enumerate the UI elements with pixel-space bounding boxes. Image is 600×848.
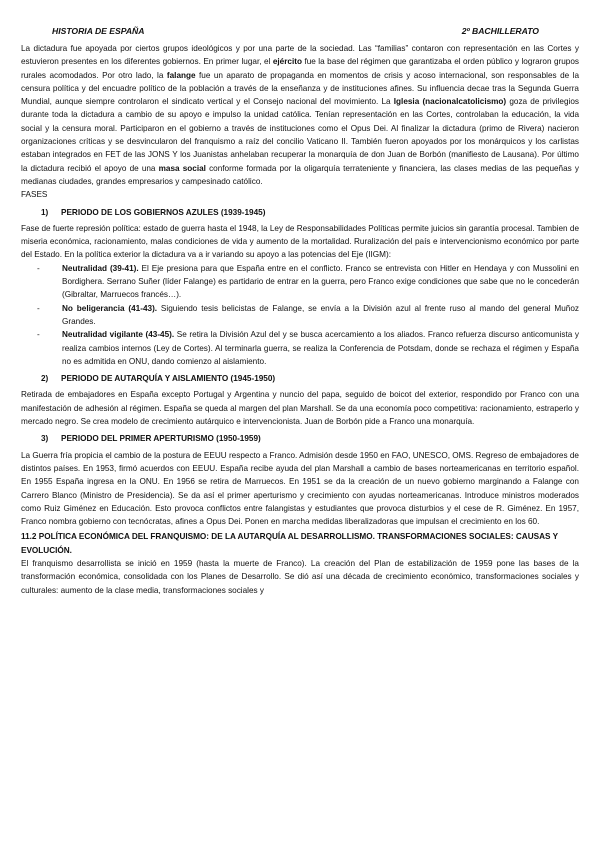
intro-paragraph: La dictadura fue apoyada por ciertos grupos ideológicos y por una parte de la sociedad. Las “familias” contaron con representación en las Cortes y estuvieron presentes en los diferentes gobiernos. En primer lugar, el ejército fue la base del régimen que garantizaba el orden público y lograron grupos rurales acomodados. Por otro lado, la falange fue un aparato de propaganda en momentos de crisis y acoso internacional, son responsables de la censura política y del encuadre político de la población a través de la enseñanza y de instituciones afines. Su influencia decae tras la Segunda Guerra Mundial, aunque siempre controlaron el sindicato vertical y el Consejo nacional del movimiento. La Iglesia (nacionalcatolicismo) goza de privilegios durante toda la dictadura a cambio de su apoyo e impulso la unidad católica. Tenían representación en las Cortes, controlaban la educación, la vida social y la censura moral. Participaron en el gobierno a través de instituciones como el Opus Dei. Al finalizar la dictadura (primo de Rivera) nacieron organizaciones críticas y se desvincularon del franquismo a raíz del concilio Vaticano II. También fueron apoyados por los monárquicos y los carlistas estaban integrados en FET de las JONS Y los Juanistas anhelaban recuperar la monarquía de don Juan de Borbón (manifiesto de Lausana). Por último la dictadura recibió el apoyo de una masa social conforme formada por la oligarquía terrateniente y financiera, las clases medias de las pequeñas y medianas ciudades, grandes empresarios y campesinado católico.: [21, 44, 580, 186]
header-subject: HISTORIA DE ESPAÑA: [52, 26, 145, 36]
section-2-heading: 2) PERIODO DE AUTARQUÍA Y AISLAMIENTO (1945-1950): [41, 374, 276, 384]
section-3-heading: 3) PERIODO DEL PRIMER APERTURISMO (1950-1959): [41, 434, 261, 444]
section-11-2-heading: 11.2 POLÍTICA ECONÓMICA DEL FRANQUISMO: DE LA AUTARQUÍA AL DESARROLLISMO. TRANSFORMACIONES SOCIALES: CAUSAS Y EVOLUCIÓN.: [21, 532, 558, 555]
header-course: 2º BACHILLERATO: [461, 26, 539, 36]
foreign-policy-list: [21, 262, 579, 368]
section-11-2-paragraph: El franquismo desarrollista se inició en 1959 (hasta la muerte de Franco). La creación del Plan de estabilización de 1959 pone las bases de la transformación económica, consolidada con los Planes de Desarrollo. Se dió así una década de crecimiento económico, transformaciones sociales y culturales: aumento de la clase media, transformaciones sociales y: [21, 558, 579, 595]
fases-label: FASES: [21, 190, 48, 200]
section-1-paragraph: Fase de fuerte represión política: estado de guerra hasta el 1948, la Ley de Responsabilidades Políticas permite juicios sin garantía procesal. Tambien de miseria económica, racionamiento, malas condiciones de vida y aumento de la mortalidad. Ruralización del país e intervencionismo económico por parte del Estado. En la política exterior la dictadura va a ir variando su apoyo a las potencias del Eje (IIGM):: [21, 223, 579, 260]
section-2-paragraph: Retirada de embajadores en España excepto Portugal y Argentina y nuncio del papa, seguido de boicot del exterior, respondido por Franco con una manifestación de adhesión al régimen. España se queda al margen del plan Marshall. Se da una economía poco competitiva: racionamiento, estraperlo y mercado negro. Se crea modelo de crecimiento autárquico e intervencionista. Juan de Borbón pide a Franco una monarquía.: [21, 390, 579, 427]
section-1-heading: 1) PERIODO DE LOS GOBIERNOS AZULES (1939-1945): [41, 207, 266, 217]
section-3-paragraph: La Guerra fría propicia el cambio de la postura de EEUU respecto a Franco. Admisión desde 1950 en FAO, UNESCO, OMS. Regreso de embajadores de distintos países. En 1953, firmó acuerdos con EEUU. España recibe ayuda del plan Marshall a cambio de bases norteamericanas en territorio español. En 1955 España ingresa en la ONU. En 1956 se retira de Marruecos. En 1951 se da la creación de un nuevo gobierno marginando a Falange con Carrero Blanco (Ministro de Presidencia). Se da así el primer aperturismo y crecimiento con ayudas norteamericanas. Introduce ministros moderados como Ruiz Giménez en Educación. Esto provoca conflictos entre falangistas y estudiantes que provoca disturbios y el cese de R. Giménez. En 1957, Franco nombra gobierno con tecnócratas, afines a Opus Dei. Ponen en marcha medidas liberalizadoras que impulsan el crecimiento en los 60.: [21, 450, 579, 527]
list-item: - Neutralidad (39-41). El Eje presiona para que España entre en el conflicto. Franco se entrevista con Hitler en Hendaya y con Mussolini en Bordighera. Serrano Suñer (líder Falange) es partidario de entrar en la guerra, pero Franco exige condiciones que sabe que no le concederán (Gibraltar, Marruecos francés…).: [37, 263, 579, 300]
list-item: - Neutralidad vigilante (43-45). Se retira la División Azul del y se busca acercamiento a los aliados. Franco refuerza discurso anticomunista y realiza cambios internos (Ley de Cortes). Al terminarla guerra, se realiza la Conferencia de Potsdam, donde se rechaza el régimen y España no es admitida en ONU, dando comienzo al aislamiento.: [37, 330, 579, 366]
page-header: [21, 25, 579, 42]
list-item: - No beligerancia (41-43). Siguiendo tesis belicistas de Falange, se envía a la División azul al frente ruso al mando del general Muñoz Grandes.: [37, 303, 579, 326]
